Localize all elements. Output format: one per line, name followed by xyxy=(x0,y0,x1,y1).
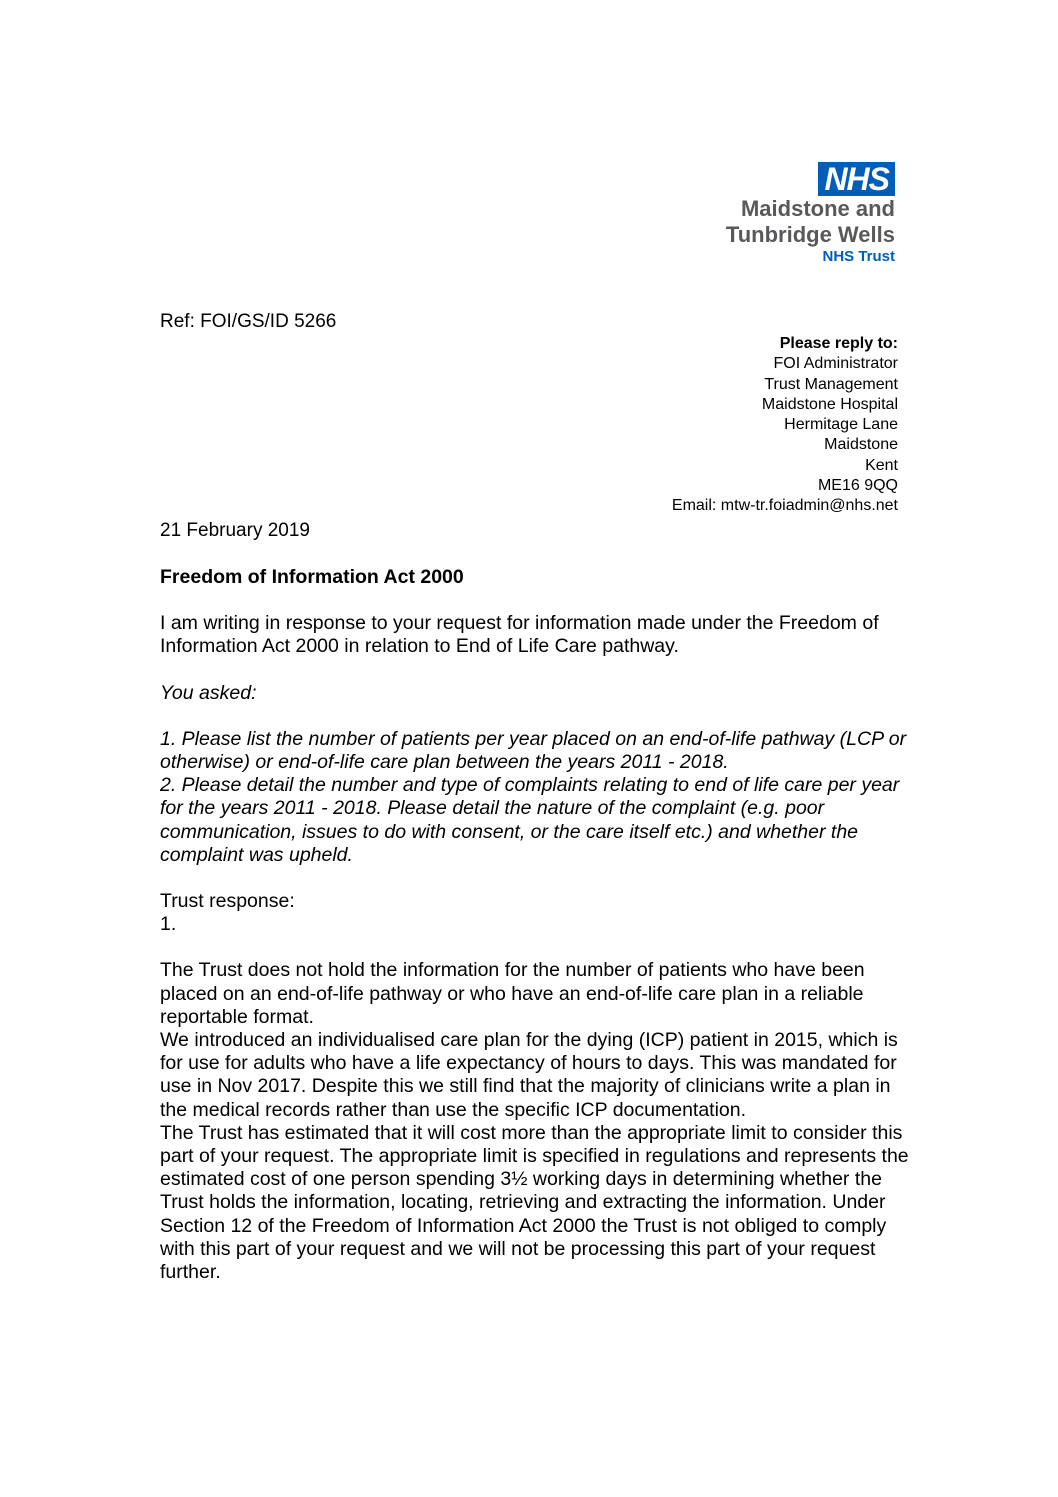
reply-address-line: ME16 9QQ xyxy=(817,477,898,495)
nhs-trust-logo xyxy=(690,162,895,266)
logo-trust-subtitle: NHS Trust xyxy=(822,248,895,265)
intro-paragraph: I am writing in response to your request for information made under the Freedom of Information Act 2000 in relation to End of Life Care pathway. xyxy=(160,612,879,658)
nhs-logo-badge: NHS xyxy=(818,162,895,196)
reply-address-line: Hermitage Lane xyxy=(784,416,898,434)
response-number: 1. xyxy=(160,913,177,936)
letter-title: Freedom of Information Act 2000 xyxy=(160,566,464,588)
reply-address-line: FOI Administrator xyxy=(773,355,898,373)
question-1: 1. Please list the number of patients per year placed on an end-of-life pathway (LCP or otherwise) or end-of-life care plan between the years 2011 - 2018. xyxy=(160,727,907,774)
reply-address-line: Maidstone xyxy=(824,436,898,454)
reference-number: Ref: FOI/GS/ID 5266 xyxy=(160,311,337,332)
logo-trust-name-line1: Maidstone and xyxy=(740,196,895,221)
reply-address-line: Maidstone Hospital xyxy=(761,395,898,413)
response-paragraph-3: The Trust has estimated that it will cost more than the appropriate limit to consider this part of your request. The appropriate limit is specified in regulations and represents the estimated cost of one person spending 3½ working days in determining whether the Trust holds the information, locating, retrieving and extracting the information. Under Section 12 of the Freedom of Information Act 2000 the Trust is not obliged to comply with this part of your request and we will not be processing this part of your request further. xyxy=(160,1121,909,1284)
reply-to-label: Please reply to: xyxy=(779,335,898,352)
you-asked-label: You asked: xyxy=(160,681,257,704)
reply-email: Email: mtw-tr.foiadmin@nhs.net xyxy=(671,497,898,515)
logo-trust-name-line2: Tunbridge Wells xyxy=(725,222,895,247)
letter-body xyxy=(160,566,920,1284)
response-paragraph-1: The Trust does not hold the information for the number of patients who have been placed on an end-of-life pathway or who have an end-of-life care plan in a reliable reportable format. xyxy=(160,959,865,1028)
reply-address-line: Trust Management xyxy=(764,375,898,393)
reply-address-line: Kent xyxy=(865,456,898,474)
reply-address-block xyxy=(672,334,898,517)
response-paragraph-2: We introduced an individualised care plan for the dying (ICP) patient in 2015, which is for use for adults who have a life expectancy of hours to days. This was mandated for use in Nov 2017. Despite this we still find that the majority of clinicians write a plan in the medical records rather than use the specific ICP documentation. xyxy=(160,1029,898,1121)
letter-date: 21 February 2019 xyxy=(160,520,310,541)
question-2: 2. Please detail the number and type of complaints relating to end of life care per year for the years 2011 - 2018. Please detail the nature of the complaint (e.g. poor communication, issues to do with consent, or the care itself etc.) and whether the complaint was upheld. xyxy=(160,774,900,866)
trust-response-label: Trust response: xyxy=(160,890,295,913)
